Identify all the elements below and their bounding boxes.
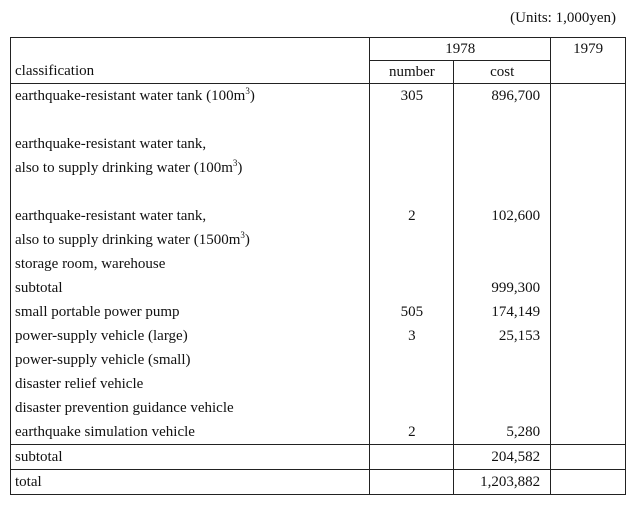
row-1979 [551,372,626,396]
row-1979 [551,324,626,348]
row-label [11,84,370,109]
row-1979 [551,84,626,109]
table-row [11,348,626,372]
row-cost [454,348,551,372]
total-row-label: total [11,470,370,495]
table-row [11,372,626,396]
row-label [11,108,370,132]
row-label [11,348,370,372]
row-label-text: storage room, warehouse [15,255,166,272]
row-cost [454,228,551,252]
row-1979 [551,420,626,445]
header-row-years [11,38,626,61]
row-1979 [551,300,626,324]
table-row [11,276,626,300]
header-classification: classification [11,61,370,84]
row-cost: 25,153 [454,324,551,348]
row-cost: 102,600 [454,204,551,228]
table-row [11,300,626,324]
row-label-text: power-supply vehicle (small) [15,351,191,368]
row-label-text: disaster relief vehicle [15,375,144,392]
row-1979 [551,108,626,132]
row-number: 2 [370,204,454,228]
subtotal-row-label: subtotal [11,445,370,470]
row-label [11,324,370,348]
row-label-text: subtotal [15,279,63,296]
header-year-1978: 1978 [370,38,551,61]
row-label [11,204,370,228]
row-number [370,252,454,276]
total-row-1979 [551,470,626,495]
row-number [370,348,454,372]
row-label [11,276,370,300]
row-number [370,396,454,420]
subtotal-row-1979 [551,445,626,470]
row-cost: 5,280 [454,420,551,445]
row-number [370,276,454,300]
row-label [11,252,370,276]
row-1979 [551,204,626,228]
row-1979 [551,132,626,156]
row-number [370,132,454,156]
row-1979 [551,396,626,420]
row-label [11,372,370,396]
row-label-text: also to supply drinking water (1500m [15,231,241,248]
row-1979 [551,180,626,204]
table-row [11,132,626,156]
header-year-1979: 1979 [551,38,626,61]
table-row [11,396,626,420]
table-row [11,84,626,109]
table-row [11,204,626,228]
row-number [370,108,454,132]
row-number: 505 [370,300,454,324]
unit-superscript: 3 [245,85,250,96]
header-cost: cost [454,61,551,84]
row-label-text: earthquake-resistant water tank (100m [15,87,246,104]
header-blank [11,38,370,61]
subtotal-row-number [370,445,454,470]
table-row [11,108,626,132]
row-label-text: earthquake simulation vehicle [15,423,195,440]
row-label-tail: ) [237,159,243,176]
table-row [11,156,626,180]
unit-superscript: 3 [240,229,245,240]
row-label-tail: ) [249,87,255,104]
row-cost [454,132,551,156]
row-cost [454,180,551,204]
row-cost [454,108,551,132]
row-number [370,228,454,252]
row-label-text: earthquake-resistant water tank, [15,207,207,224]
row-label-text: earthquake-resistant water tank, [15,135,207,152]
subtotal-row [11,445,626,470]
row-label-text: also to supply drinking water (100m [15,159,233,176]
row-1979 [551,228,626,252]
row-number [370,156,454,180]
row-cost [454,252,551,276]
row-label [11,228,370,252]
table-row [11,324,626,348]
row-1979 [551,348,626,372]
total-row [11,470,626,495]
row-cost: 896,700 [454,84,551,109]
row-cost: 174,149 [454,300,551,324]
row-label [11,420,370,445]
row-number: 3 [370,324,454,348]
header-number: number [370,61,454,84]
units-note: (Units: 1,000yen) [510,10,616,26]
row-1979 [551,252,626,276]
row-label [11,180,370,204]
total-row-cost: 1,203,882 [454,470,551,495]
row-number [370,180,454,204]
row-label-text: disaster prevention guidance vehicle [15,399,234,416]
total-row-number [370,470,454,495]
row-label [11,156,370,180]
subtotal-row-cost: 204,582 [454,445,551,470]
row-cost [454,156,551,180]
row-cost [454,372,551,396]
row-label-text: power-supply vehicle (large) [15,327,188,344]
row-cost [454,396,551,420]
row-label-tail: ) [244,231,250,248]
table-row [11,228,626,252]
row-number [370,372,454,396]
row-label [11,132,370,156]
row-label-text: small portable power pump [15,303,180,320]
row-label [11,300,370,324]
header-row-columns [11,61,626,84]
row-label [11,396,370,420]
table-row [11,252,626,276]
row-cost: 999,300 [454,276,551,300]
unit-superscript: 3 [232,157,238,168]
row-1979 [551,156,626,180]
row-number: 2 [370,420,454,445]
table-row [11,420,626,445]
table-row [11,180,626,204]
row-1979 [551,276,626,300]
budget-table [10,37,626,495]
row-number: 305 [370,84,454,109]
header-1979-blank [551,61,626,84]
